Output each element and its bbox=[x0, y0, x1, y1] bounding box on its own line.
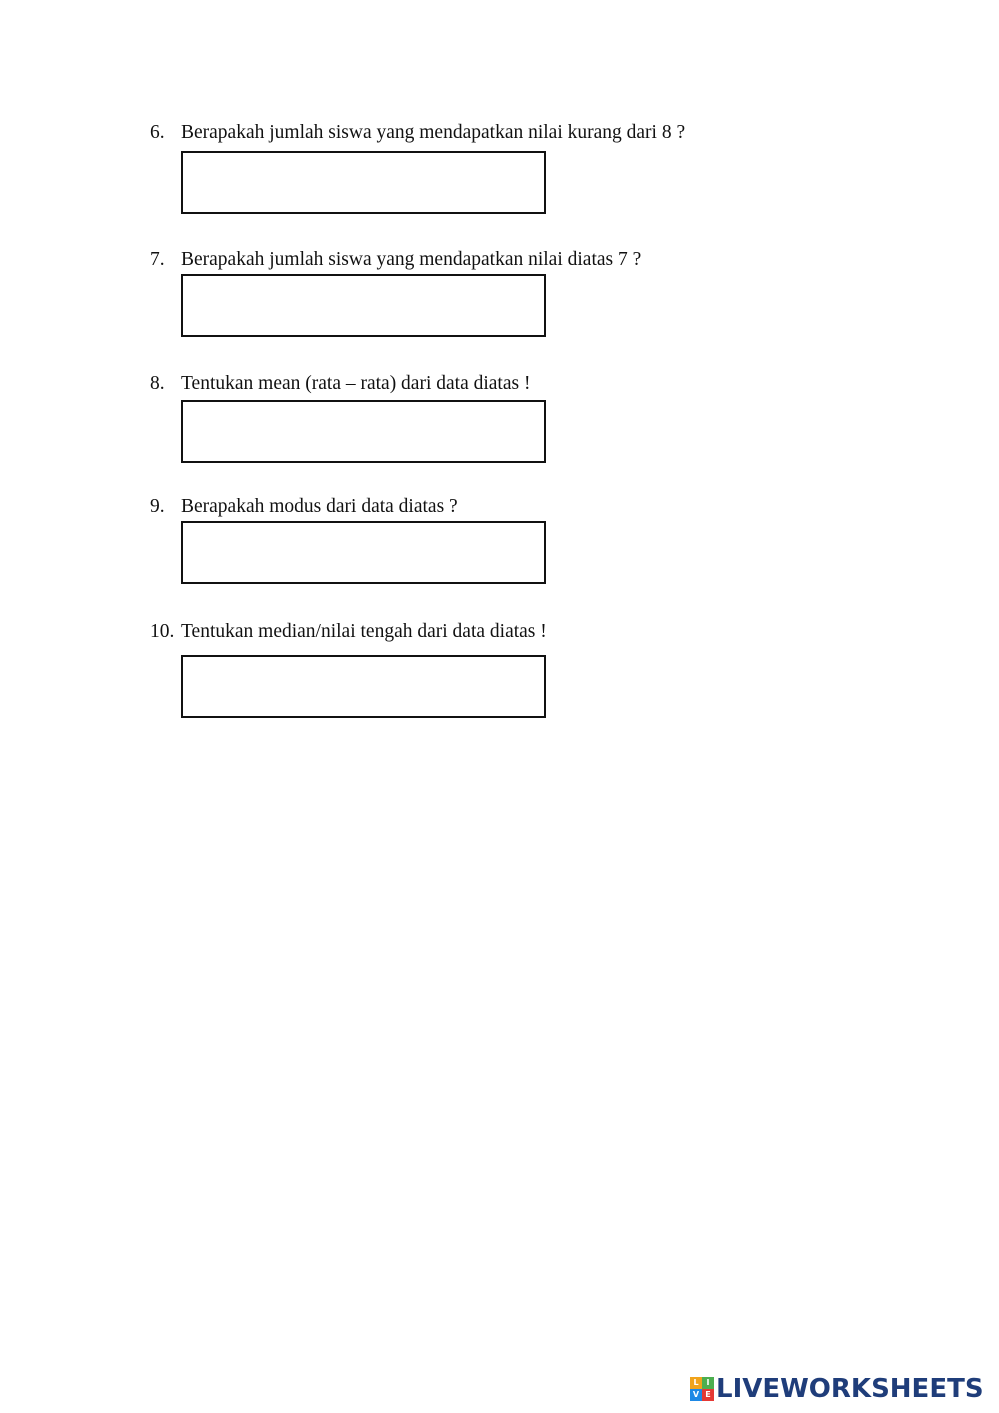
logo-letter-v: V bbox=[690, 1389, 702, 1401]
logo-letter-i: I bbox=[702, 1377, 714, 1389]
answer-box-9[interactable] bbox=[181, 521, 546, 584]
liveworksheets-logo-icon bbox=[690, 1377, 714, 1401]
question-number: 8. bbox=[150, 373, 165, 394]
question-text: Berapakah jumlah siswa yang mendapatkan nilai diatas 7 ? bbox=[181, 249, 642, 270]
answer-box-7[interactable] bbox=[181, 274, 546, 337]
answer-box-8[interactable] bbox=[181, 400, 546, 463]
question-text: Berapakah jumlah siswa yang mendapatkan nilai kurang dari 8 ? bbox=[181, 122, 686, 143]
question-text: Tentukan mean (rata – rata) dari data diatas ! bbox=[181, 373, 531, 394]
logo-letter-l: L bbox=[690, 1377, 702, 1389]
question-text: Berapakah modus dari data diatas ? bbox=[181, 496, 458, 517]
liveworksheets-brand bbox=[690, 1374, 984, 1404]
question-text: Tentukan median/nilai tengah dari data diatas ! bbox=[181, 621, 547, 642]
answer-box-6[interactable] bbox=[181, 151, 546, 214]
question-number: 7. bbox=[150, 249, 165, 270]
question-number: 9. bbox=[150, 496, 165, 517]
question-number: 6. bbox=[150, 122, 165, 143]
question-number: 10. bbox=[150, 621, 175, 642]
logo-letter-e: E bbox=[702, 1389, 714, 1401]
answer-box-10[interactable] bbox=[181, 655, 546, 718]
brand-name: LIVEWORKSHEETS bbox=[716, 1374, 984, 1404]
